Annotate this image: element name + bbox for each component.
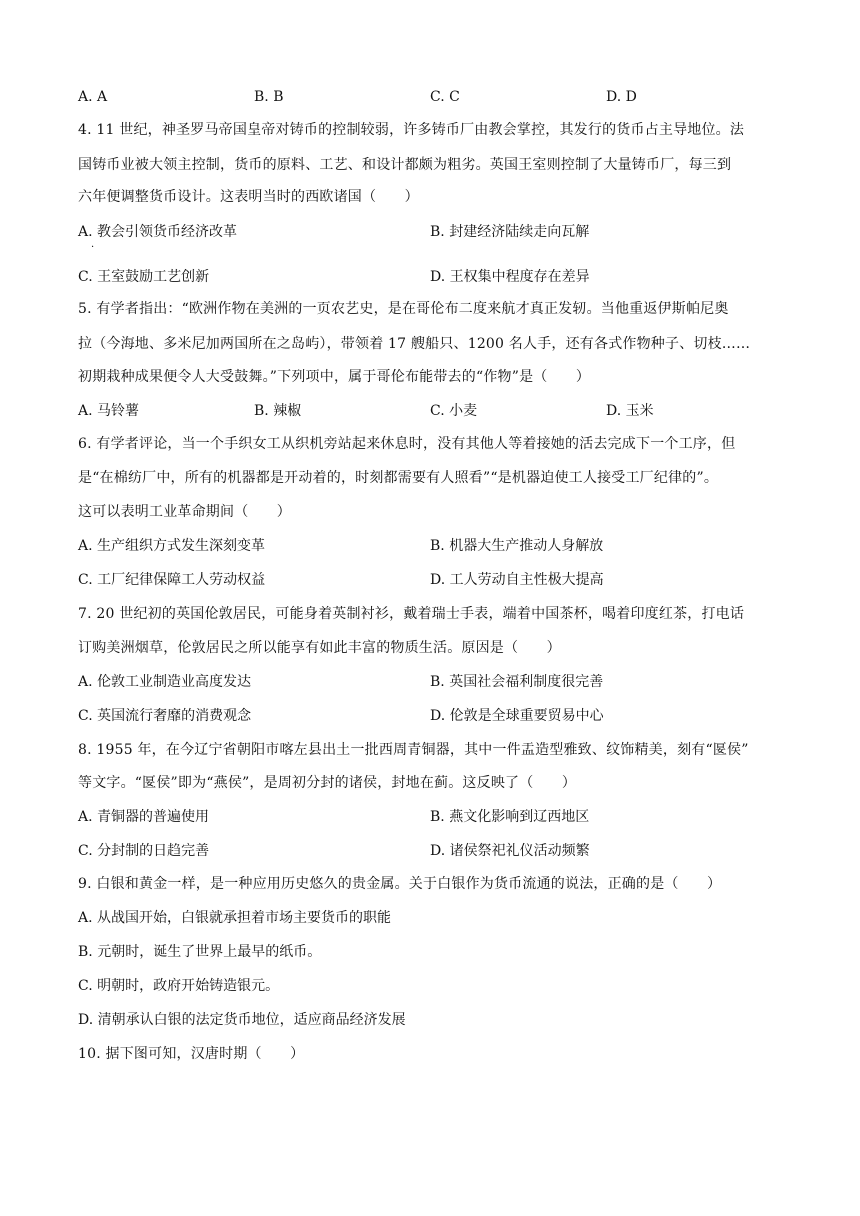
q4-stem-line-1: 4. 11 世纪，神圣罗马帝国皇帝对铸币的控制较弱，许多铸币厂由教会掌控，其发行的货币占主导地位。法 bbox=[78, 122, 745, 138]
q4-option-d: D. 王权集中程度存在差异 bbox=[430, 269, 590, 285]
q7-option-d: D. 伦敦是全球重要贸易中心 bbox=[430, 708, 604, 724]
q6-option-a: A. 生产组织方式发生深刻变革 bbox=[78, 538, 266, 554]
emphasis-dot: · bbox=[91, 242, 95, 253]
q4-stem-line-3: 六年便调整货币设计。这表明当时的西欧诸国（ ） bbox=[78, 189, 419, 205]
q3-option-d: D. D bbox=[606, 89, 637, 105]
q6-stem-line-2: 是“在棉纺厂中，所有的机器都是开动着的，时刻都需要有人照看”“是机器迫使工人接受工厂纪律的”。 bbox=[78, 470, 719, 486]
q7-option-c: C. 英国流行奢靡的消费观念 bbox=[78, 708, 252, 724]
q6-stem-line-3: 这可以表明工业革命期间（ ） bbox=[78, 504, 291, 520]
q8-stem-line-1: 8. 1955 年，在今辽宁省朝阳市喀左县出土一批西周青铜器，其中一件盂造型雅致、纹饰精美，刻有“匽侯” bbox=[78, 742, 749, 758]
q9-option-c: C. 明朝时，政府开始铸造银元。 bbox=[78, 978, 280, 994]
q6-option-d: D. 工人劳动自主性极大提高 bbox=[430, 572, 604, 588]
q5-option-a: A. 马铃薯 bbox=[78, 403, 140, 419]
q5-stem-line-3: 初期栽种成果便令人大受鼓舞。”下列项中，属于哥伦布能带去的“作物”是（ ） bbox=[78, 369, 591, 385]
q6-option-b: B. 机器大生产推动人身解放 bbox=[430, 538, 604, 554]
q8-stem-line-2: 等文字。“匽侯”即为“燕侯”，是周初分封的诸侯，封地在蓟。这反映了（ ） bbox=[78, 775, 577, 791]
q8-option-a: A. 青铜器的普遍使用 bbox=[78, 809, 210, 825]
q5-option-c: C. 小麦 bbox=[430, 403, 478, 419]
q3-option-c: C. C bbox=[430, 89, 460, 105]
q6-option-c: C. 工厂纪律保障工人劳动权益 bbox=[78, 572, 266, 588]
q3-option-b: B. B bbox=[254, 89, 284, 105]
q5-stem-line-1: 5. 有学者指出：“欧洲作物在美洲的一页农艺史，是在哥伦布二度来航才真正发轫。当他重返伊斯帕尼奥 bbox=[78, 301, 729, 317]
q7-stem-line-2: 订购美洲烟草，伦敦居民之所以能享有如此丰富的物质生活。原因是（ ） bbox=[78, 640, 561, 656]
q7-option-a: A. 伦敦工业制造业高度发达 bbox=[78, 674, 252, 690]
q9-option-d: D. 清朝承认白银的法定货币地位，适应商品经济发展 bbox=[78, 1012, 406, 1028]
q5-option-b: B. 辣椒 bbox=[254, 403, 302, 419]
q6-stem-line-1: 6. 有学者评论，当一个手织女工从织机旁站起来休息时，没有其他人等着接她的活去完成下一个工序，但 bbox=[78, 436, 736, 452]
q5-option-d: D. 玉米 bbox=[606, 403, 654, 419]
q9-option-b: B. 元朝时，诞生了世界上最早的纸币。 bbox=[78, 944, 322, 960]
q8-option-b: B. 燕文化影响到辽西地区 bbox=[430, 809, 590, 825]
q5-stem-line-2: 拉（今海地、多米尼加两国所在之岛屿），带领着 17 艘船只、1200 名人手，还有各式作物种子、切枝…… bbox=[78, 336, 751, 352]
q8-option-d: D. 诸侯祭祀礼仪活动频繁 bbox=[430, 843, 590, 859]
q4-option-b: B. 封建经济陆续走向瓦解 bbox=[430, 224, 590, 240]
q7-option-b: B. 英国社会福利制度很完善 bbox=[430, 674, 604, 690]
q10-stem-line-1: 10. 据下图可知，汉唐时期（ ） bbox=[78, 1046, 305, 1062]
q3-option-a: A. A bbox=[78, 89, 108, 105]
q9-option-a: A. 从战国开始，白银就承担着市场主要货币的职能 bbox=[78, 910, 392, 926]
q4-option-a: A. 教会引领货币经济改革 bbox=[78, 224, 238, 240]
q8-option-c: C. 分封制的日趋完善 bbox=[78, 843, 210, 859]
q9-stem-line-1: 9. 白银和黄金一样，是一种应用历史悠久的贵金属。关于白银作为货币流通的说法，正确的是（ ） bbox=[78, 876, 722, 892]
q4-option-c: C. 王室鼓励工艺创新 bbox=[78, 269, 210, 285]
q7-stem-line-1: 7. 20 世纪初的英国伦敦居民，可能身着英制衬衫，戴着瑞士手表，端着中国茶杯，喝着印度红茶，打电话 bbox=[78, 606, 745, 622]
q4-stem-line-2: 国铸币业被大领主控制，货币的原料、工艺、和设计都颇为粗劣。英国王室则控制了大量铸币厂，每三到 bbox=[78, 157, 732, 173]
